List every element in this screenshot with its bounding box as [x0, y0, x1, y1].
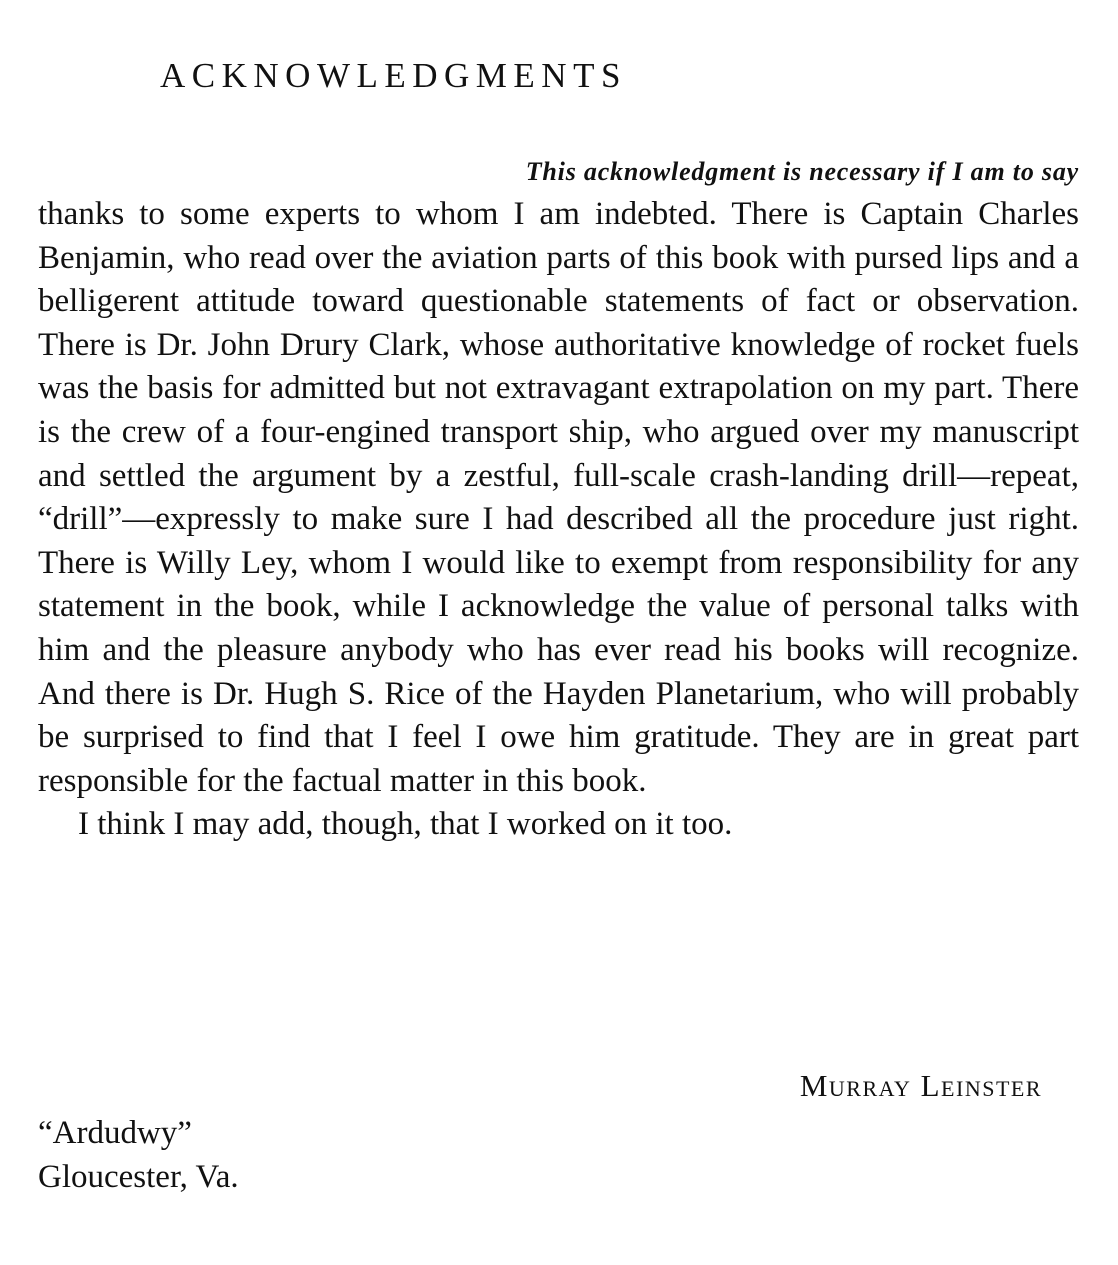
paragraph-closing: I think I may add, though, that I worked on it too.	[78, 806, 733, 843]
acknowledgment-body	[38, 150, 1079, 847]
page-heading: ACKNOWLEDGMENTS	[160, 56, 627, 95]
place-house-name: “Ardudwy”	[38, 1115, 192, 1151]
place-town: Gloucester, Va.	[38, 1158, 239, 1195]
lead-in-line: This acknowledgment is necessary if I am to say	[525, 157, 1079, 186]
author-signature: Murray Leinster	[799, 1068, 1042, 1103]
place-block	[38, 1112, 239, 1199]
paragraph-main: thanks to some experts to whom I am indebted. There is Captain Charles Benjamin, who read over the aviation parts of this book with pursed lips and a belligerent attitude toward questionable statements of fact or observation. There is Dr. John Drury Clark, whose authoritative knowledge of rocket fuels was the basis for admitted but not extravagant extrapolation on my part. There is the crew of a four-engined transport ship, who argued over my manuscript and settled the argument by a zestful, full-scale crash-landing drill—repeat, “drill”—expressly to make sure I had described all the procedure just right. There is Willy Ley, whom I would like to exempt from responsibility for any statement in the book, while I acknowledge the value of personal talks with him and the pleasure anybody who has ever read his books will recognize. And there is Dr. Hugh S. Rice of the Hayden Planetarium, who will probably be surprised to find that I feel I owe him gratitude. They are in great part responsible for the factual matter in this book.	[38, 196, 1079, 799]
